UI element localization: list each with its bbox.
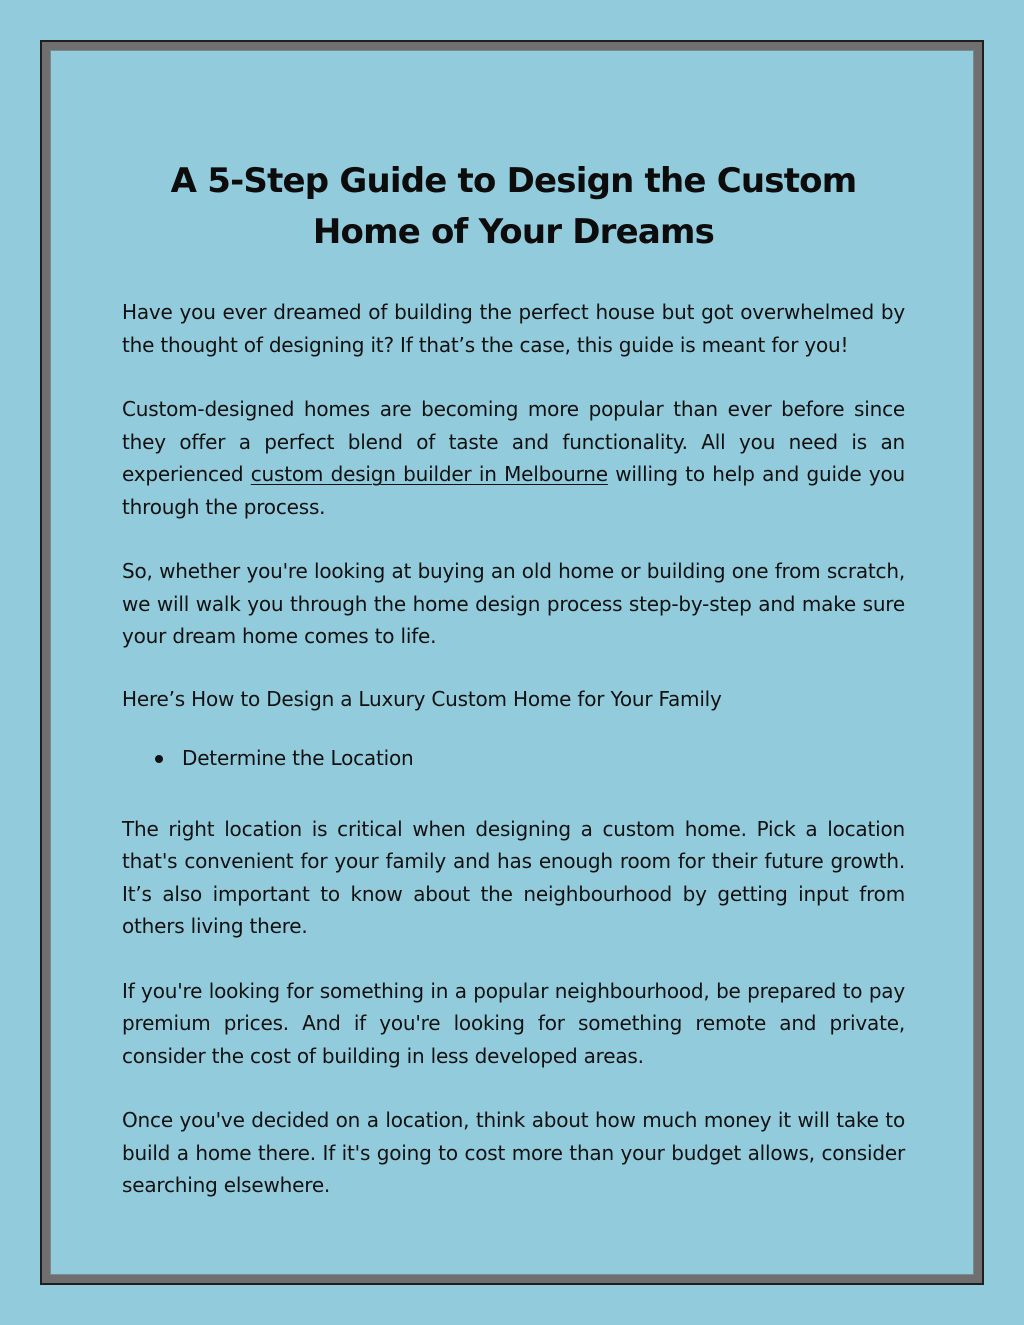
steps-list: [122, 742, 905, 775]
location-paragraph: If you're looking for something in a popular neighbourhood, be prepared to pay premium prices. And if you're looking for something remote and private, consider the cost of building in less developed areas.: [122, 978, 905, 1068]
location-paragraph: Once you've decided on a location, think about how much money it will take to build a home there. If it's going to cost more than your budget allows, consider searching elsewhere.: [122, 1108, 905, 1197]
spacer: [122, 715, 905, 742]
list-item-label: Determine the Location: [182, 746, 414, 770]
spacer: [122, 775, 905, 813]
document-body: [122, 156, 905, 1202]
location-paragraph: The right location is critical when designing a custom home. Pick a location that's convenient for your family and has enough room for their future growth. It’s also important to know about the neighbourhood by getting input from others living there.: [122, 816, 905, 938]
spacer: [122, 258, 905, 296]
bullet-icon: [155, 755, 163, 763]
intro-paragraph: Have you ever dreamed of building the perfect house but got overwhelmed by the thought of designing it? If that’s the case, this guide is meant for you!: [122, 300, 905, 357]
custom-design-builder-link[interactable]: custom design builder in Melbourne: [250, 462, 608, 486]
page-frame: [40, 40, 984, 1285]
spacer: [122, 361, 905, 393]
page-panel: [50, 50, 974, 1275]
spacer: [122, 523, 905, 555]
spacer: [122, 653, 905, 683]
document-title: A 5-Step Guide to Design the Custom Home of Your Dreams: [170, 161, 857, 252]
builder-paragraph: [122, 393, 905, 523]
spacer: [122, 1072, 905, 1104]
builder-text-before: Custom-designed homes are becoming more popular than ever before since they offer a perfect blend of taste and functionality. All you need is an experienced: [122, 397, 905, 486]
builder-text-after: willing to help and guide you through the process.: [122, 462, 905, 519]
spacer: [122, 943, 905, 975]
process-paragraph: So, whether you're looking at buying an old home or building one from scratch, we will walk you through the home design process step-by-step and make sure your dream home comes to life.: [122, 559, 905, 648]
section-heading: Here’s How to Design a Luxury Custom Home for Your Family: [122, 686, 722, 711]
list-item: [122, 742, 905, 775]
